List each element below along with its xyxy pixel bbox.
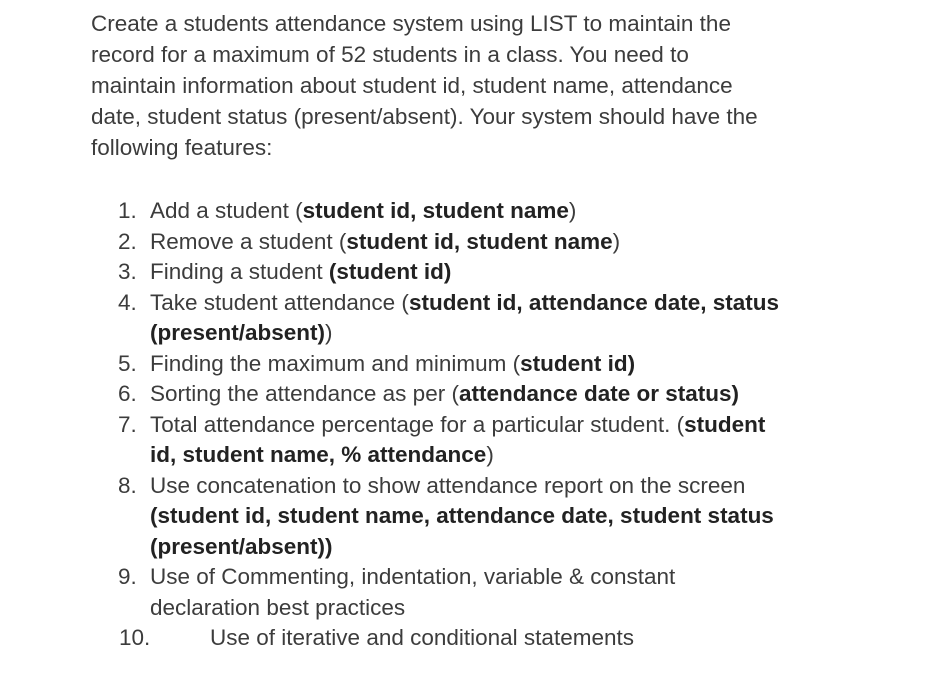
item-text: Finding a student (150, 259, 329, 284)
intro-line: maintain information about student id, student name, attendance (91, 73, 733, 98)
feature-item (0, 257, 936, 288)
item-text: Take student attendance ( (150, 289, 409, 315)
item-bold-text: student id, attendance date, status (408, 289, 780, 315)
intro-paragraph (91, 8, 891, 163)
feature-item (0, 471, 936, 563)
item-number: 3. (118, 259, 137, 284)
item-text: Use of Commenting, indentation, variable & constant (150, 564, 676, 589)
feature-item (0, 379, 936, 410)
item-bold-text: (present/absent) (150, 320, 326, 345)
item-bold-text: student id, student name (346, 228, 613, 254)
feature-item (0, 562, 936, 623)
item-bold-text: student (684, 411, 766, 437)
item-bold-text: student id) (520, 350, 636, 376)
intro-line: record for a maximum of 52 students in a class. You need to (91, 42, 689, 67)
feature-item (0, 196, 936, 227)
item-text: Remove a student ( (150, 228, 347, 254)
item-number: 7. (118, 411, 137, 437)
feature-item (0, 410, 936, 471)
item-bold-text: id, student name, % attendance (150, 442, 487, 467)
item-text: Sorting the attendance as per ( (150, 381, 459, 406)
intro-line: following features: (91, 135, 273, 160)
item-number: 4. (118, 289, 137, 315)
item-number: 9. (118, 564, 137, 589)
feature-item (0, 288, 936, 349)
item-text: declaration best practices (150, 594, 406, 620)
item-number: 1. (118, 198, 137, 223)
item-bold-text: attendance date or status) (458, 381, 740, 406)
feature-item (0, 623, 936, 654)
intro-line: date, student status (present/absent). Your system should have the (91, 104, 758, 129)
item-number: 5. (118, 350, 137, 376)
item-text: Total attendance percentage for a particular student. ( (150, 411, 685, 437)
item-number: 10. (119, 625, 151, 650)
item-text: ) (568, 198, 577, 223)
feature-item (0, 227, 936, 258)
item-text: ) (325, 320, 333, 345)
item-bold-text: student id, student name (302, 198, 569, 223)
item-text: Finding the maximum and minimum ( (150, 350, 521, 376)
item-text: ) (612, 228, 621, 254)
item-number: 2. (118, 228, 137, 254)
feature-item (0, 349, 936, 380)
item-bold-text: (student id) (328, 259, 452, 284)
item-text: Use of iterative and conditional statements (210, 625, 634, 650)
item-text: Use concatenation to show attendance report on the screen (150, 472, 746, 498)
item-text: Add a student ( (150, 198, 303, 223)
item-number: 6. (118, 381, 137, 406)
features-list (0, 196, 936, 654)
item-text: ) (486, 442, 494, 467)
item-bold-text: (student id, student name, attendance date, student status (150, 503, 774, 528)
item-bold-text: (present/absent)) (150, 533, 333, 559)
intro-line: Create a students attendance system using LIST to maintain the (91, 11, 731, 36)
item-number: 8. (118, 472, 137, 498)
